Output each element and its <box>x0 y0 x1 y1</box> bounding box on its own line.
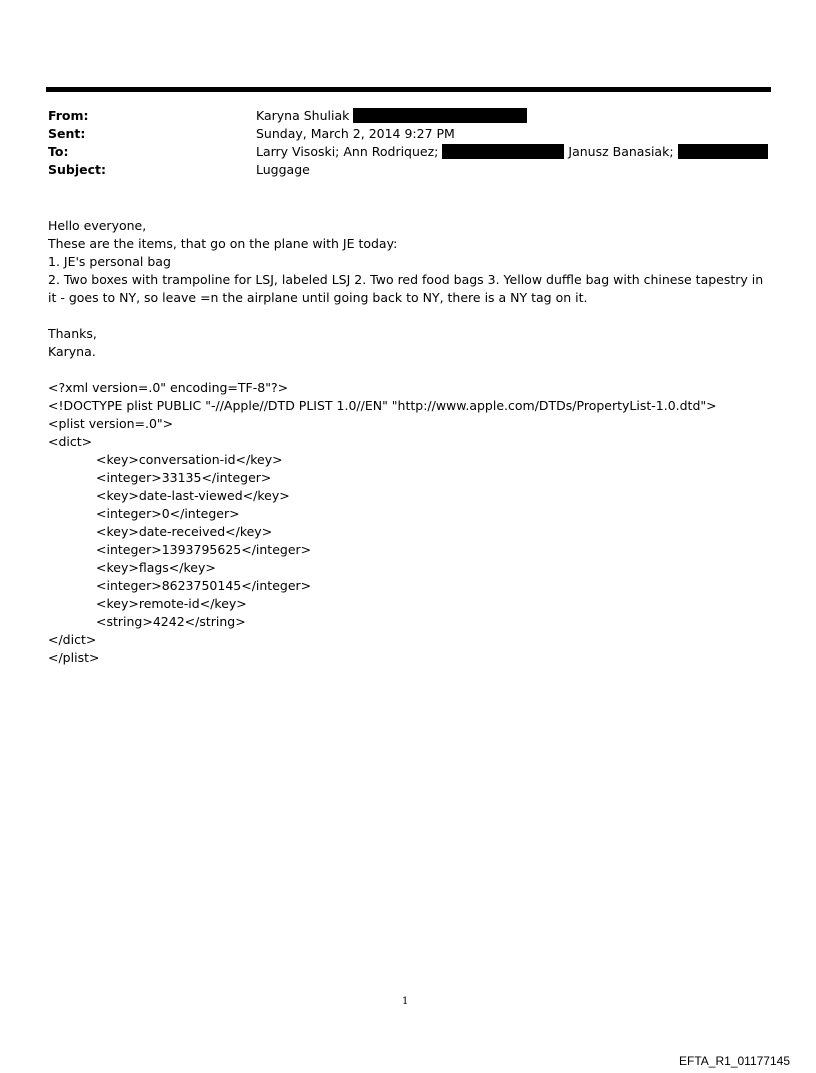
plist-open: <plist version=.0"> <box>48 416 174 431</box>
subject-value: Luggage <box>256 162 310 177</box>
to-row <box>48 143 768 161</box>
sent-label: Sent: <box>48 126 86 141</box>
plist-entry: <integer>0</integer> <box>96 506 240 521</box>
page-number: 1 <box>402 996 409 1007</box>
plist-entry: <key>date-last-viewed</key> <box>96 488 290 503</box>
sent-value: Sunday, March 2, 2014 9:27 PM <box>256 126 455 141</box>
xml-declaration: <?xml version=.0" encoding=TF-8"?> <box>48 380 289 395</box>
spacer <box>48 361 764 379</box>
list-item: 2. Two boxes with trampoline for LSJ, labeled LSJ 2. Two red food bags 3. Yellow duffle bag with chinese tapestry in it - goes to NY, so leave =n the airplane until going back to NY, there is a NY tag on it. <box>48 272 764 305</box>
email-body <box>48 217 764 667</box>
sent-row <box>48 125 768 143</box>
plist-entry: <key>conversation-id</key> <box>96 452 283 467</box>
document-id: EFTA_R1_01177145 <box>679 1054 790 1068</box>
plist-entry: <integer>33135</integer> <box>96 470 272 485</box>
redaction-bar <box>442 144 564 159</box>
plist-entry: <integer>8623750145</integer> <box>96 578 312 593</box>
from-value <box>256 107 527 125</box>
list-item: 1. JE's personal bag <box>48 254 171 269</box>
greeting: Hello everyone, <box>48 218 147 233</box>
from-label: From: <box>48 108 89 123</box>
signature: Karyna. <box>48 344 96 359</box>
doctype-line: <!DOCTYPE plist PUBLIC "-//Apple//DTD PLIST 1.0//EN" "http://www.apple.com/DTDs/PropertyList-1.0.dtd"> <box>48 398 717 413</box>
plist-entry: <key>remote-id</key> <box>96 596 247 611</box>
to-value <box>256 143 768 161</box>
dict-close: </dict> <box>48 632 97 647</box>
email-header <box>48 107 768 179</box>
spacer <box>48 307 764 325</box>
intro-line: These are the items, that go on the plane with JE today: <box>48 236 398 251</box>
subject-row <box>48 161 768 179</box>
closing: Thanks, <box>48 326 97 341</box>
header-rule <box>46 87 771 92</box>
plist-entry: <key>flags</key> <box>96 560 216 575</box>
subject-label: Subject: <box>48 162 106 177</box>
from-name: Karyna Shuliak <box>256 108 350 123</box>
from-row <box>48 107 768 125</box>
dict-open: <dict> <box>48 434 93 449</box>
redaction-bar <box>353 108 527 123</box>
plist-close: </plist> <box>48 650 100 665</box>
plist-entry: <integer>1393795625</integer> <box>96 542 312 557</box>
to-label: To: <box>48 144 69 159</box>
to-recipients-1: Larry Visoski; Ann Rodriquez; <box>256 144 439 159</box>
plist-entry: <key>date-received</key> <box>96 524 273 539</box>
plist-entry: <string>4242</string> <box>96 614 246 629</box>
redaction-bar <box>678 144 768 159</box>
to-recipients-2: Janusz Banasiak; <box>568 144 674 159</box>
